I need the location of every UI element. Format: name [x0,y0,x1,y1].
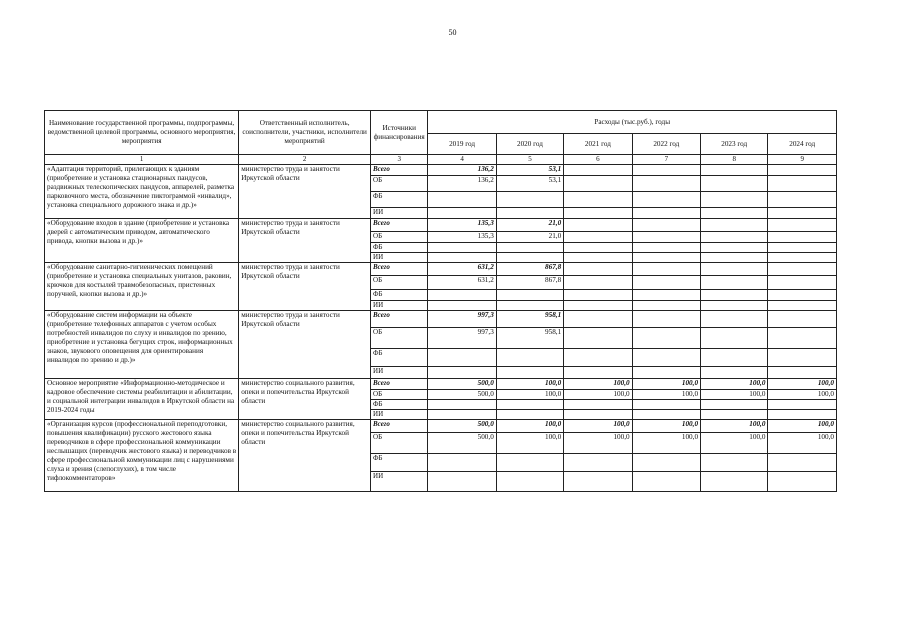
expense-value [564,311,632,328]
funding-source: ИИ [371,301,428,311]
expense-value [632,311,700,328]
expense-value [564,472,632,492]
funding-source: Всего [371,379,428,390]
expense-value [768,243,837,253]
funding-source: ОБ [371,276,428,290]
expense-value: 100,0 [564,420,632,433]
expense-value [632,472,700,492]
expense-value [632,276,700,290]
expense-value [701,219,768,232]
expense-value [768,276,837,290]
expense-value: 100,0 [632,379,700,390]
funding-source: ФБ [371,400,428,410]
table-row [45,219,837,232]
expense-value [701,276,768,290]
expense-value [496,301,563,311]
header-executor: Ответственный исполнитель, соисполнители, участники, исполнители мероприятий [239,111,371,155]
expense-value: 500,0 [428,433,496,454]
funding-source: ИИ [371,472,428,492]
expense-value [564,400,632,410]
expense-value [768,263,837,276]
expense-value [496,400,563,410]
column-number: 5 [496,155,563,165]
expense-value [632,165,700,176]
table-row [45,420,837,433]
header-year: 2022 год [632,134,700,155]
table-row [45,311,837,328]
measure-executor: министерство социального развития, опеки и попечительства Иркутской области [239,379,371,420]
header-expenses: Расходы (тыс.руб.), годы [428,111,837,134]
expense-value [428,192,496,208]
expense-value: 21,0 [496,219,563,232]
expense-value [701,400,768,410]
expense-value [428,472,496,492]
expense-value [632,301,700,311]
measure-name: «Оборудование систем информации на объекте (приобретение телефонных аппаратов с учетом особых потребностей инвалидов по слуху и инвалидов по зрению, приобретение и установка бегущих строк, информационных знаков, звукового оповещения для ориентирования инвалидов по зрению и др.)» [45,311,239,379]
expense-value: 100,0 [768,390,837,400]
expense-value [701,263,768,276]
column-number: 7 [632,155,700,165]
expenses-table [44,110,837,492]
expense-value [701,165,768,176]
expense-value: 53,1 [496,165,563,176]
expense-value [564,208,632,219]
expense-value [428,243,496,253]
expense-value: 100,0 [496,420,563,433]
expense-value: 136,2 [428,165,496,176]
expense-value [701,410,768,420]
expense-value [768,328,837,349]
column-number: 9 [768,155,837,165]
expense-value [496,290,563,301]
expense-value [564,290,632,301]
expense-value: 53,1 [496,176,563,192]
expense-value [632,349,700,367]
funding-source: ФБ [371,243,428,253]
expense-value [496,454,563,472]
expense-value: 135,3 [428,232,496,243]
expense-value [632,192,700,208]
funding-source: Всего [371,219,428,232]
expense-value [768,301,837,311]
funding-source: Всего [371,420,428,433]
expense-value [768,410,837,420]
header-source: Источники финансирования [371,111,428,155]
expense-value [564,263,632,276]
expense-value [701,243,768,253]
expense-value: 100,0 [564,433,632,454]
measure-name: «Оборудование входов в здание (приобретение и установка дверей с автоматическим приводом, автоматического привода, кнопки вызова и др.)» [45,219,239,263]
expense-value: 135,3 [428,219,496,232]
expense-value [768,208,837,219]
expense-value [768,290,837,301]
column-number: 8 [701,155,768,165]
expense-value: 867,8 [496,263,563,276]
measure-executor: министерство труда и занятости Иркутской области [239,165,371,219]
expense-value [564,232,632,243]
funding-source: ИИ [371,253,428,263]
expense-value [701,301,768,311]
expense-value: 100,0 [564,379,632,390]
expense-value [632,328,700,349]
expense-value [701,176,768,192]
expense-value [632,219,700,232]
expense-value [496,349,563,367]
funding-source: ОБ [371,328,428,349]
expense-value [768,253,837,263]
expense-value [768,367,837,379]
funding-source: Всего [371,165,428,176]
expense-value [632,410,700,420]
funding-source: ОБ [371,433,428,454]
header-year: 2024 год [768,134,837,155]
expense-value: 997,3 [428,311,496,328]
measure-executor: министерство труда и занятости Иркутской области [239,311,371,379]
expense-value: 631,2 [428,263,496,276]
expense-value: 867,8 [496,276,563,290]
expense-value [632,400,700,410]
expense-value [564,410,632,420]
expense-value: 100,0 [496,390,563,400]
funding-source: ФБ [371,192,428,208]
expense-value [496,243,563,253]
funding-source: ОБ [371,390,428,400]
column-number: 6 [564,155,632,165]
expense-value: 100,0 [496,379,563,390]
expense-value [632,367,700,379]
expense-value [564,253,632,263]
expense-value [701,232,768,243]
expense-value: 100,0 [496,433,563,454]
expense-value [496,192,563,208]
expense-value [768,454,837,472]
expense-value: 100,0 [768,433,837,454]
expense-value [768,165,837,176]
expense-value [701,253,768,263]
measure-name: «Оборудование санитарно-гигиенических помещений (приобретение и установка специальных унитазов, раковин, крючков для костылей травмобезопасных, пристенных поручней, кнопки вызова и др.)» [45,263,239,311]
expense-value [428,253,496,263]
expense-value [701,290,768,301]
funding-source: ИИ [371,410,428,420]
expense-value [428,290,496,301]
measure-executor: министерство труда и занятости Иркутской области [239,219,371,263]
expense-value: 100,0 [768,420,837,433]
expense-value: 21,0 [496,232,563,243]
expense-value [564,349,632,367]
expense-value [768,349,837,367]
measure-name: «Организация курсов (профессиональной переподготовки, повышения квалификации) русского жестового языка переводчиков в сфере профессиональной коммуникации неслышащих (переводчик жестового языка) и переводчиков в сфере профессиональной коммуникации лиц с нарушениями слуха и зрения (слепоглухих), в том числе тифлокомментаторов» [45,420,239,492]
expense-value [632,176,700,192]
funding-source: Всего [371,311,428,328]
table-row [45,165,837,176]
expense-value [496,472,563,492]
expense-value: 958,1 [496,311,563,328]
expense-value [564,165,632,176]
column-number: 3 [371,155,428,165]
expense-value [701,454,768,472]
expense-value [496,367,563,379]
header-year: 2023 год [701,134,768,155]
expense-value [632,243,700,253]
expense-value [564,276,632,290]
expense-value [564,219,632,232]
expense-value: 100,0 [632,433,700,454]
expense-value: 631,2 [428,276,496,290]
expense-value [564,328,632,349]
measure-executor: министерство социального развития, опеки и попечительства Иркутской области [239,420,371,492]
expense-value [632,454,700,472]
expense-value [428,208,496,219]
table-row [45,379,837,390]
expense-value [428,349,496,367]
expense-value [632,253,700,263]
measure-name: «Адаптация территорий, прилегающих к зданиям (приобретение и установка стационарных пандусов, раздвижных телескопических пандусов, аппарелей, разметка парковочного места, обозначение пиктограммой «инвалид», установка специального дорожного знака и др.)» [45,165,239,219]
funding-source: ИИ [371,208,428,219]
expense-value [564,243,632,253]
page-number: 50 [448,28,457,37]
funding-source: Всего [371,263,428,276]
expense-value: 500,0 [428,420,496,433]
expense-value: 500,0 [428,379,496,390]
expense-value: 100,0 [701,379,768,390]
expense-value: 500,0 [428,390,496,400]
funding-source: ОБ [371,176,428,192]
expense-value [428,367,496,379]
expense-value: 100,0 [768,379,837,390]
expense-value [564,301,632,311]
expense-value [701,367,768,379]
expense-value: 136,2 [428,176,496,192]
expense-value: 100,0 [701,420,768,433]
expense-value [701,349,768,367]
funding-source: ФБ [371,349,428,367]
expense-value [768,311,837,328]
expense-value [428,454,496,472]
header-year: 2020 год [496,134,563,155]
expense-value [428,301,496,311]
expense-value [496,253,563,263]
expense-value [768,192,837,208]
column-number: 4 [428,155,496,165]
expense-value [701,328,768,349]
funding-source: ОБ [371,232,428,243]
expense-value [701,208,768,219]
expense-value [428,410,496,420]
expense-value [632,290,700,301]
column-number: 1 [45,155,239,165]
expense-value [768,232,837,243]
column-number: 2 [239,155,371,165]
expense-value [768,472,837,492]
expense-value [564,192,632,208]
header-name: Наименование государственной программы, подпрограммы, ведомственной целевой программы, основного мероприятия, мероприятия [45,111,239,155]
expense-value [768,176,837,192]
expense-value [768,219,837,232]
funding-source: ИИ [371,367,428,379]
expense-value [632,208,700,219]
header-year: 2019 год [428,134,496,155]
expense-value: 100,0 [564,390,632,400]
expense-value [496,410,563,420]
expense-value: 100,0 [701,390,768,400]
table-row [45,263,837,276]
expense-value [564,367,632,379]
expense-value [428,400,496,410]
expense-value: 100,0 [632,390,700,400]
expense-value [564,176,632,192]
expense-value: 100,0 [701,433,768,454]
expense-value: 958,1 [496,328,563,349]
expense-value [496,208,563,219]
measure-name: Основное мероприятие «Информационно-методическое и кадровое обеспечение системы реабилитации и абилитации, и социальной интеграции инвалидов в Иркутской области на 2019-2024 годы [45,379,239,420]
expense-value [701,311,768,328]
measure-executor: министерство труда и занятости Иркутской области [239,263,371,311]
expense-value [701,472,768,492]
funding-source: ФБ [371,290,428,301]
expense-value [701,192,768,208]
funding-source: ФБ [371,454,428,472]
expense-value [768,400,837,410]
expense-value [632,263,700,276]
expense-value [564,454,632,472]
expense-value [632,232,700,243]
expense-value: 997,3 [428,328,496,349]
expense-value: 100,0 [632,420,700,433]
header-year: 2021 год [564,134,632,155]
